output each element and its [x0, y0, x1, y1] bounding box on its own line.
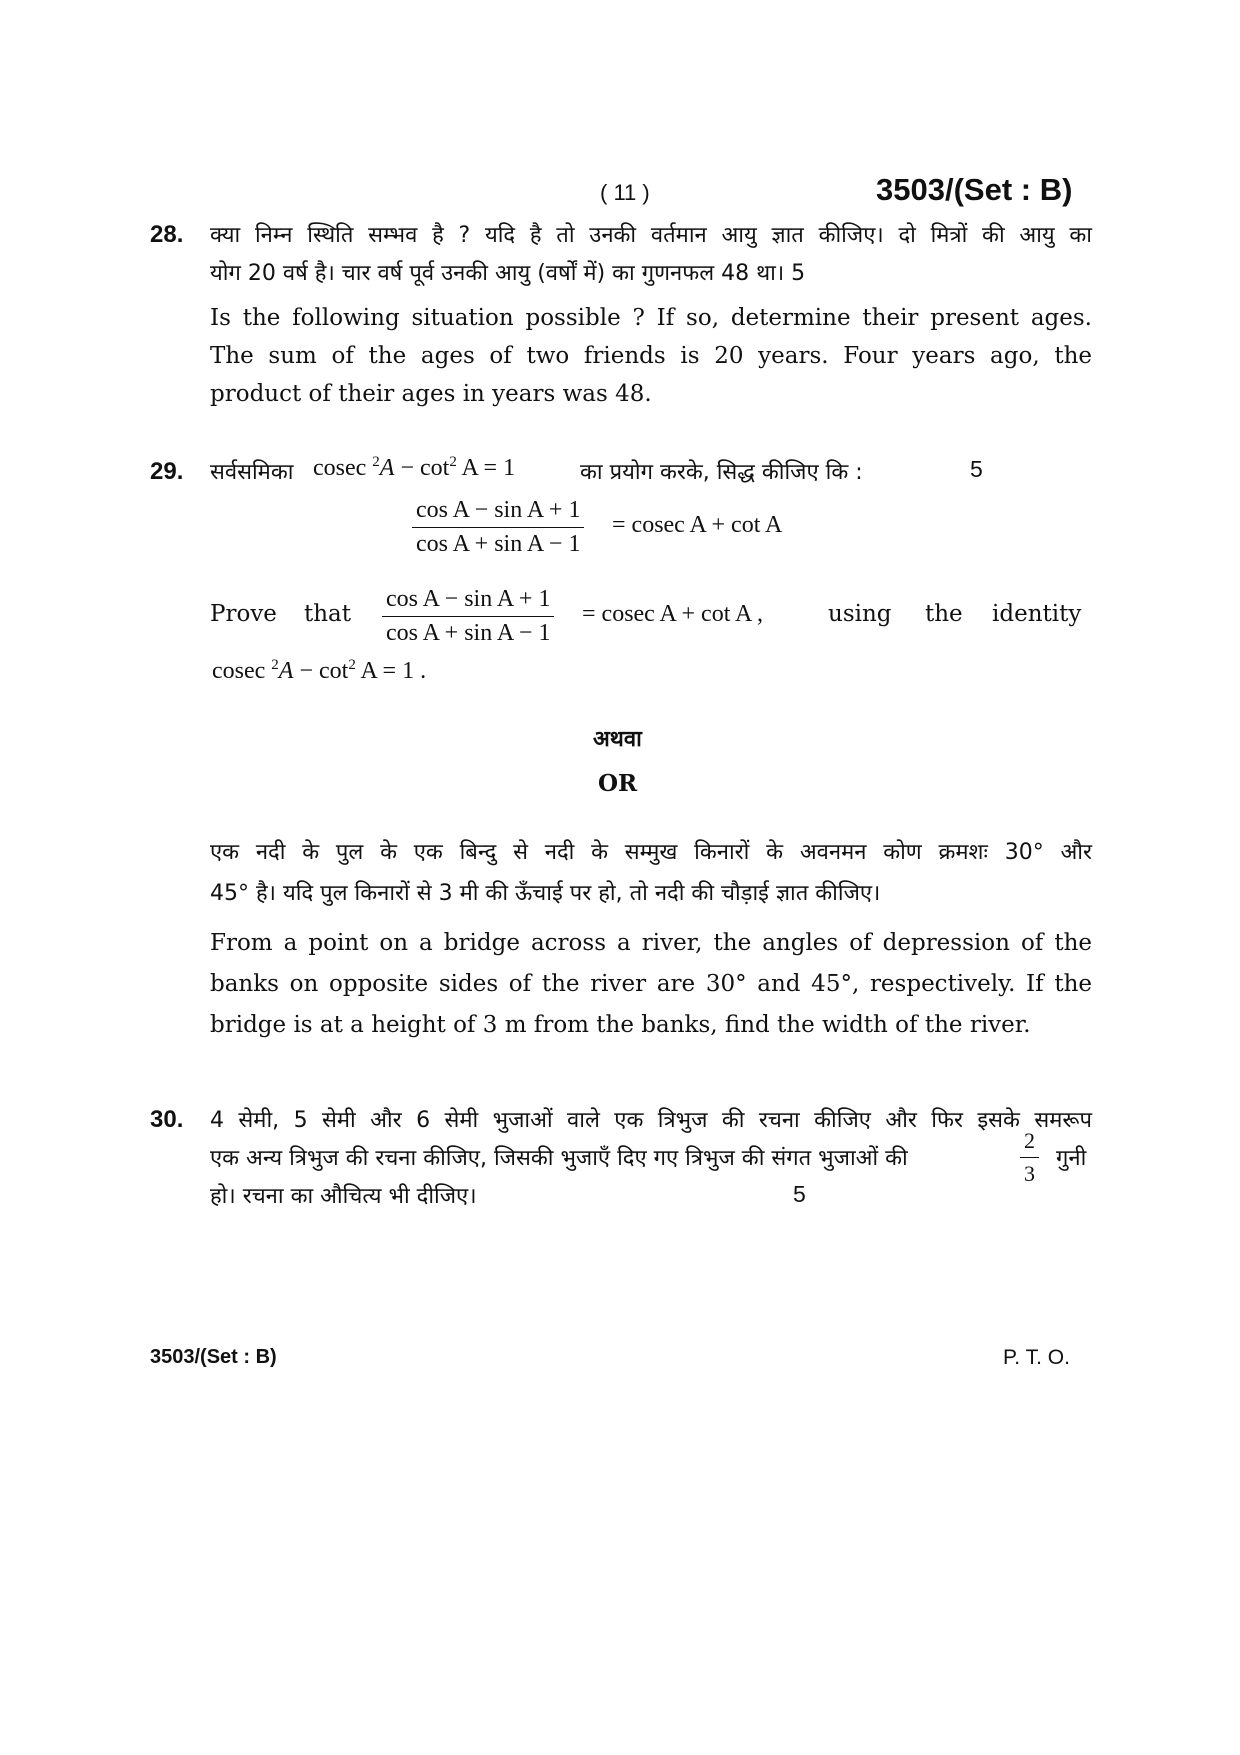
paper-code-footer: 3503/(Set : B) [150, 1346, 277, 1368]
q30-hindi-line-1: 4 सेमी, 5 सेमी और 6 सेमी भुजाओं वाले एक त्रिभुज की रचना कीजिए और फिर इसके समरूप [210, 1108, 1092, 1133]
q29-marks: 5 [970, 456, 983, 482]
question-number-30: 30. [150, 1106, 184, 1133]
please-turn-over: P. T. O. [1003, 1346, 1070, 1369]
q29-that-word: that [304, 601, 352, 627]
q29-using-word: using [828, 601, 892, 627]
question-number-29: 29. [150, 458, 184, 485]
paper-code-header: 3503/(Set : B) [876, 172, 1073, 207]
q29-prove-word: Prove [210, 601, 277, 627]
q30-hindi-line-3: हो। रचना का औचित्य भी दीजिए। [210, 1184, 477, 1209]
identity-end-en: A = 1 . [360, 658, 427, 684]
or-english: OR [598, 770, 638, 797]
q30-guni: गुनी [1056, 1146, 1087, 1171]
q30-hindi-line-2: एक अन्य त्रिभुज की रचना कीजिए, जिसकी भुजाएँ दिए गए त्रिभुज की संगत भुजाओं की [210, 1146, 908, 1171]
q29-fraction-hindi [412, 497, 584, 558]
or-hindi-line-1: एक नदी के पुल के एक बिन्दु से नदी के सम्मुख किनारों के अवनमन कोण क्रमशः 30° और [210, 840, 1092, 865]
q29-hindi-prefix: सर्वसमिका [210, 460, 294, 485]
identity-cosec: cosec [313, 455, 367, 481]
identity-rest: A = 1 [461, 455, 516, 481]
q28-english-line-2: The sum of the ages of two friends is 20 years. Four years ago, the [210, 343, 1092, 369]
or-hindi: अथवा [593, 727, 642, 752]
page-number: ( 11 ) [600, 180, 650, 205]
or-english-line-2: banks on opposite sides of the river are 30° and 45°, respectively. If the [210, 971, 1092, 997]
or-english-line-3: bridge is at a height of 3 m from the banks, find the width of the river. [210, 1012, 1031, 1038]
identity-exp-en-2: 2 [348, 657, 356, 673]
q29-rhs-english: = cosec A + cot A , [582, 601, 764, 627]
q29-fraction-english [382, 586, 554, 647]
q30-fraction [1020, 1128, 1039, 1187]
q28-english-line-3: product of their ages in years was 48. [210, 381, 652, 407]
q29-the-word: the [925, 601, 963, 627]
identity-exp-2: 2 [449, 454, 457, 470]
identity-cot-en: cot [319, 658, 349, 684]
identity-exp-1: 2 [372, 454, 380, 470]
question-number-28: 28. [150, 221, 184, 248]
fraction-numerator: cos A − sin A + 1 [412, 497, 584, 528]
fraction-denominator: cos A + sin A − 1 [416, 531, 581, 557]
q28-hindi-line-2: योग 20 वर्ष है। चार वर्ष पूर्व उनकी आयु (वर्षों में) का गुणनफल 48 था। 5 [210, 261, 806, 286]
q29-hindi-suffix: का प्रयोग करके, सिद्ध कीजिए कि : [580, 460, 863, 485]
q28-hindi-line-1: क्या निम्न स्थिति सम्भव है ? यदि है तो उनकी वर्तमान आयु ज्ञात कीजिए। दो मित्रों की आयु का [210, 223, 1092, 248]
or-hindi-line-2: 45° है। यदि पुल किनारों से 3 मी की ऊँचाई पर हो, तो नदी की चौड़ाई ज्ञात कीजिए। [210, 881, 881, 906]
q30-fraction-denominator: 3 [1024, 1161, 1035, 1186]
q29-identity-word: identity [992, 601, 1082, 627]
identity-cosec-en: cosec [212, 658, 266, 684]
fraction-numerator-en: cos A − sin A + 1 [382, 586, 554, 617]
q30-fraction-numerator: 2 [1020, 1128, 1039, 1158]
or-english-line-1: From a point on a bridge across a river, the angles of depression of the [210, 930, 1092, 956]
identity-exp-en-1: 2 [271, 657, 279, 673]
fraction-denominator-en: cos A + sin A − 1 [386, 620, 551, 646]
q29-rhs-hindi: = cosec A + cot A [612, 512, 783, 538]
q30-marks: 5 [793, 1181, 806, 1207]
q28-english-line-1: Is the following situation possible ? If so, determine their present ages. [210, 305, 1092, 331]
q29-identity: cosec $^2A - \cot^2 A = 1$ [313, 454, 516, 481]
identity-cot: cot [420, 455, 450, 481]
q29-identity-english: cosec $^2A - \cot^2 A = 1$ . [212, 657, 427, 684]
